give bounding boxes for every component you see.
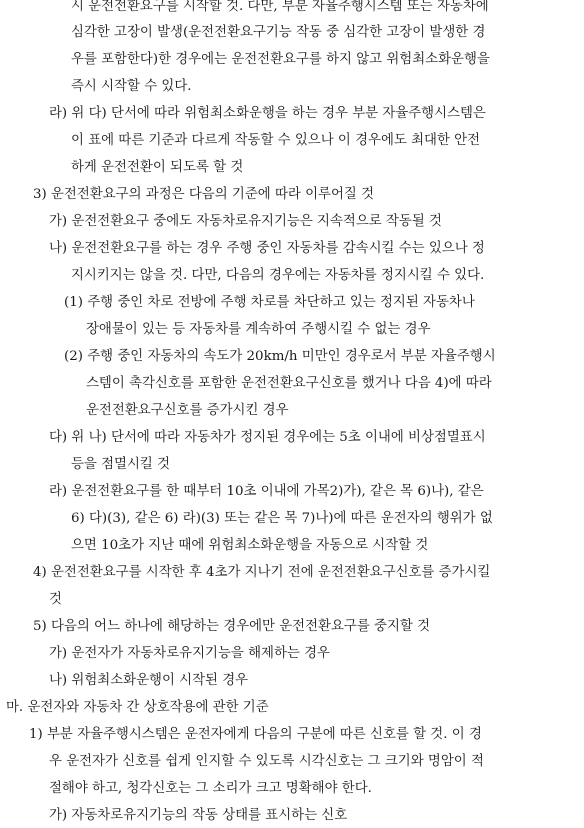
text-line: 라) 위 다) 단서에 따라 위험최소화운행을 하는 경우 부분 자율주행시스템은 xyxy=(49,106,486,121)
text-line: 우 운전자가 신호를 쉽게 인지할 수 있도록 시각신호는 그 크기와 명암이 적 xyxy=(49,754,484,769)
text-line: 다) 위 나) 단서에 따라 자동차가 정지된 경우에는 5초 이내에 비상점멸표시 xyxy=(49,430,486,445)
text-line: 것 xyxy=(49,592,62,607)
text-line: 즉시 시작할 수 있다. xyxy=(71,79,192,94)
text-line: 나) 운전전환요구를 하는 경우 주행 중인 자동차를 감속시킬 수는 있으나 정 xyxy=(49,241,485,256)
text-line: 라) 운전전환요구를 한 때부터 10초 이내에 가목2)가), 같은 목 6)나), 같은 xyxy=(49,484,484,499)
text-line: 가) 자동차로유지기능의 작동 상태를 표시하는 신호 xyxy=(49,808,348,823)
text-line: 5) 다음의 어느 하나에 해당하는 경우에만 운전전환요구를 중지할 것 xyxy=(33,619,431,634)
text-line: 등을 점멸시킬 것 xyxy=(71,457,171,472)
text-line: 이 표에 따른 기준과 다르게 작동할 수 있으나 이 경우에도 최대한 안전 xyxy=(71,133,481,148)
text-line: 1) 부분 자율주행시스템은 운전자에게 다음의 구분에 따른 신호를 할 것. 이 경 xyxy=(29,727,482,742)
text-line: 우를 포함한다)한 경우에는 운전전환요구를 하지 않고 위험최소화운행을 xyxy=(71,52,490,67)
text-line: 시 운전전환요구를 시작할 것. 다만, 부분 자율주행시스템 또는 자동차에 xyxy=(71,0,489,14)
text-line: 장애물이 있는 등 자동차를 계속하여 주행시킬 수 없는 경우 xyxy=(86,322,431,337)
text-line: (1) 주행 중인 차로 전방에 주행 차로를 차단하고 있는 정지된 자동차나 xyxy=(64,295,475,310)
text-line: 나) 위험최소화운행이 시작된 경우 xyxy=(49,673,249,688)
section-heading: 마. 운전자와 자동차 간 상호작용에 관한 기준 xyxy=(6,700,269,715)
text-line: 4) 운전전환요구를 시작한 후 4초가 지나기 전에 운전전환요구신호를 증가시킬 xyxy=(33,565,491,580)
text-line: (2) 주행 중인 자동차의 속도가 20km/h 미만인 경우로서 부분 자율주행시 xyxy=(64,349,496,364)
text-line: 심각한 고장이 발생(운전전환요구기능 작동 중 심각한 고장이 발생한 경 xyxy=(71,25,486,40)
text-line: 6) 다)(3), 같은 6) 라)(3) 또는 같은 목 7)나)에 따른 운전자의 행위가 없 xyxy=(71,511,493,526)
text-line: 운전전환요구신호를 증가시킨 경우 xyxy=(86,403,289,418)
text-line: 으면 10초가 지난 때에 위험최소화운행을 자동으로 시작할 것 xyxy=(71,538,429,553)
text-line: 스템이 촉각신호를 포함한 운전전환요구신호를 했거나 다음 4)에 따라 xyxy=(86,376,492,391)
text-line: 하게 운전전환이 되도록 할 것 xyxy=(71,160,244,175)
text-line: 지시키지는 않을 것. 다만, 다음의 경우에는 자동차를 정지시킬 수 있다. xyxy=(71,268,485,283)
text-line: 가) 운전자가 자동차로유지기능을 해제하는 경우 xyxy=(49,646,330,661)
text-line: 가) 운전전환요구 중에도 자동차로유지기능은 지속적으로 작동될 것 xyxy=(49,214,442,229)
text-line: 절해야 하고, 청각신호는 그 소리가 크고 명확해야 한다. xyxy=(49,781,372,796)
text-line: 3) 운전전환요구의 과정은 다음의 기준에 따라 이루어질 것 xyxy=(33,187,375,202)
